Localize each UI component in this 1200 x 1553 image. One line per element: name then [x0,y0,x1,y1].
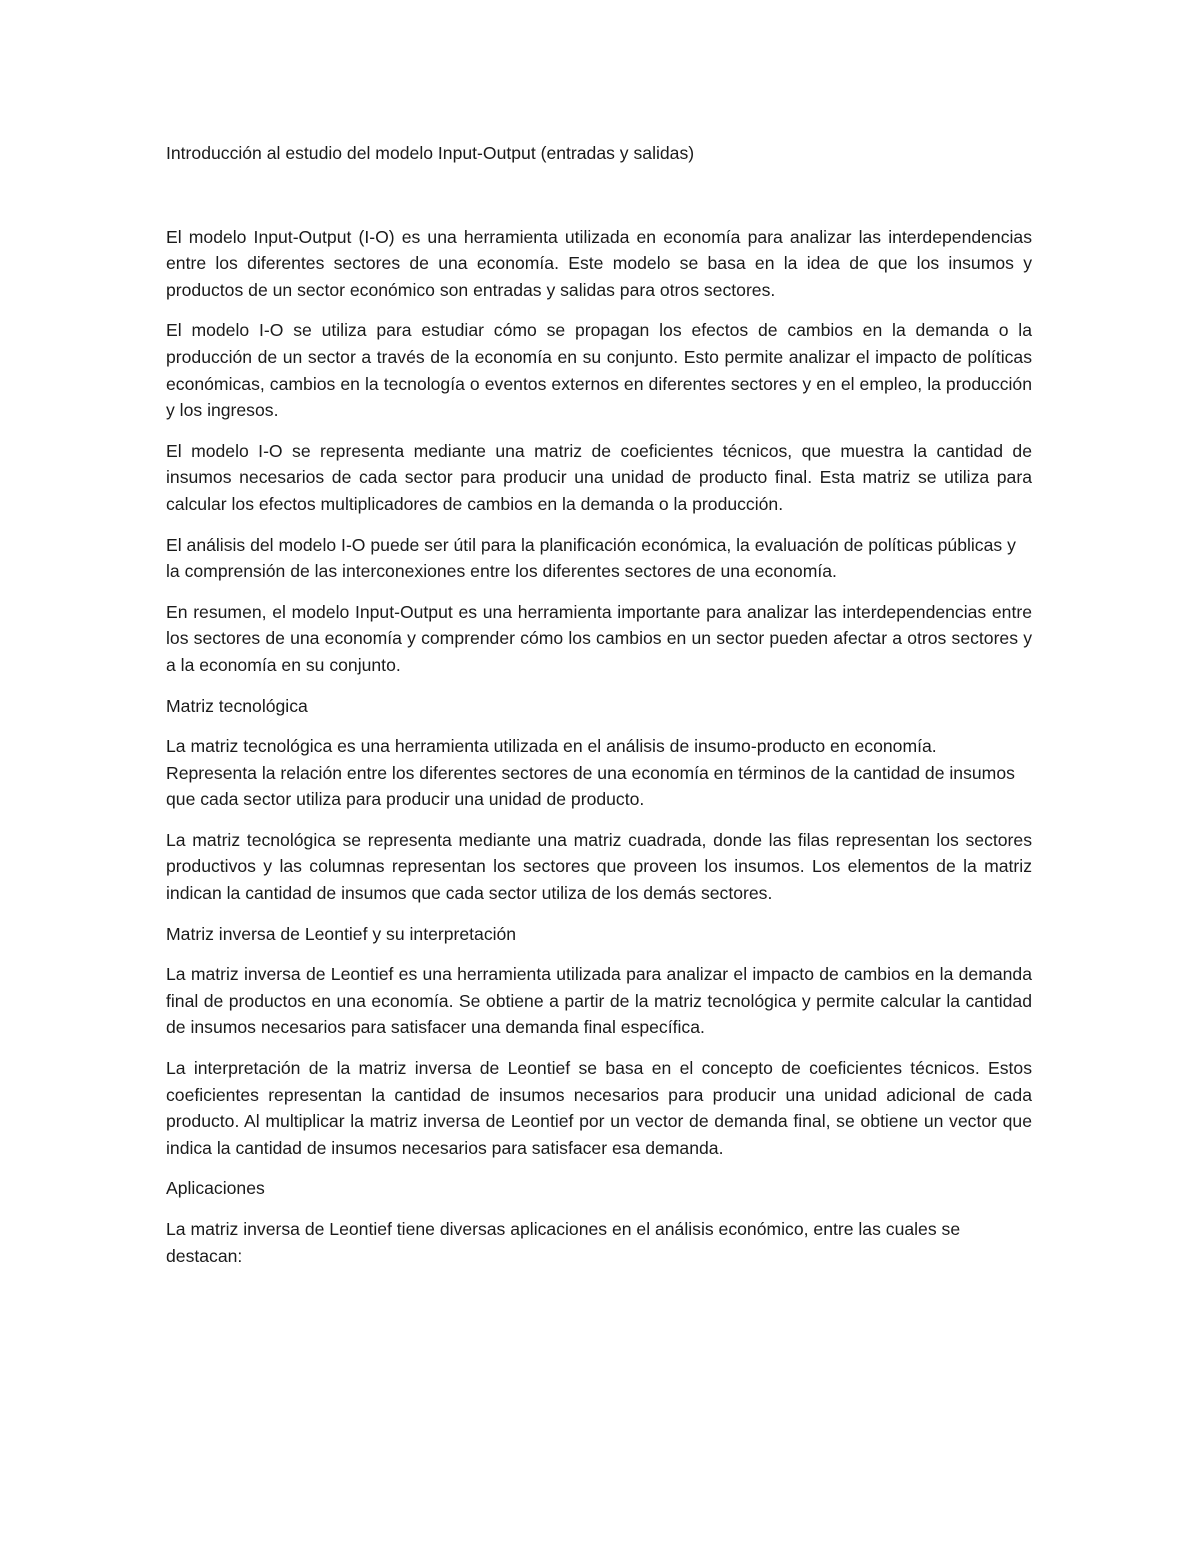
document-title: Introducción al estudio del modelo Input-Output (entradas y salidas) [166,143,695,163]
intro-paragraph-1: El modelo Input-Output (I-O) es una herramienta utilizada en economía para analizar las interdependencias entre los diferentes sectores de una economía. Este modelo se basa en la idea de que los insumos y productos de un sector económico son entradas y salidas para otros sectores. [166,226,1032,300]
intro-paragraph-4: El análisis del modelo I-O puede ser útil para la planificación económica, la evaluación de políticas públicas y la comprensión de las interconexiones entre los diferentes sectores de una economía. [166,534,1016,582]
intro-paragraph-3: El modelo I-O se representa mediante una matriz de coeficientes técnicos, que muestra la cantidad de insumos necesarios de cada sector para producir una unidad de producto final. Esta matriz se utiliza para calcular los efectos multiplicadores de cambios en la demanda o la producción. [166,440,1032,514]
aplicaciones-paragraph-1: La matriz inversa de Leontief tiene diversas aplicaciones en el análisis económico, entre las cuales se destacan: [166,1219,961,1266]
section-heading-aplicaciones: Aplicaciones [166,1178,265,1199]
intro-paragraph-5: En resumen, el modelo Input-Output es una herramienta importante para analizar las interdependencias entre los sectores de una economía y comprender cómo los cambios en un sector pueden afectar a otros sectores y a la economía en su conjunto. [166,601,1032,675]
matriz-tecnologica-paragraph-2: La matriz tecnológica se representa mediante una matriz cuadrada, donde las filas representan los sectores productivos y las columnas representan los sectores que proveen los insumos. Los elementos de la matriz indican la cantidad de insumos que cada sector utiliza de los demás sectores. [166,829,1032,904]
section-heading-matriz-tecnologica: Matriz tecnológica [166,695,308,716]
matriz-tecnologica-paragraph-1: La matriz tecnológica es una herramienta utilizada en el análisis de insumo-producto en economía. Representa la relación entre los diferentes sectores de una economía en términos de la cantidad de insumos que cada sector utiliza para producir una unidad de producto. [166,736,1015,810]
leontief-paragraph-2: La interpretación de la matriz inversa de Leontief se basa en el concepto de coeficientes técnicos. Estos coeficientes representan la cantidad de insumos necesarios para producir una unidad adicional de cada producto. Al multiplicar la matriz inversa de Leontief por un vector de demanda final, se obtiene un vector que indica la cantidad de insumos necesarios para satisfacer esa demanda. [166,1058,1032,1158]
section-heading-leontief: Matriz inversa de Leontief y su interpretación [166,923,517,944]
leontief-paragraph-1: La matriz inversa de Leontief es una herramienta utilizada para analizar el impacto de cambios en la demanda final de productos en una economía. Se obtiene a partir de la matriz tecnológica y permite calcular la cantidad de insumos necesarios para satisfacer una demanda final específica. [166,964,1032,1038]
intro-paragraph-2: El modelo I-O se utiliza para estudiar cómo se propagan los efectos de cambios en la demanda o la producción de un sector a través de la economía en su conjunto. Esto permite analizar el impacto de políticas económicas, cambios en la tecnología o eventos externos en diferentes sectores y en el empleo, la producción y los ingresos. [166,320,1032,421]
document-page [166,140,1032,1283]
